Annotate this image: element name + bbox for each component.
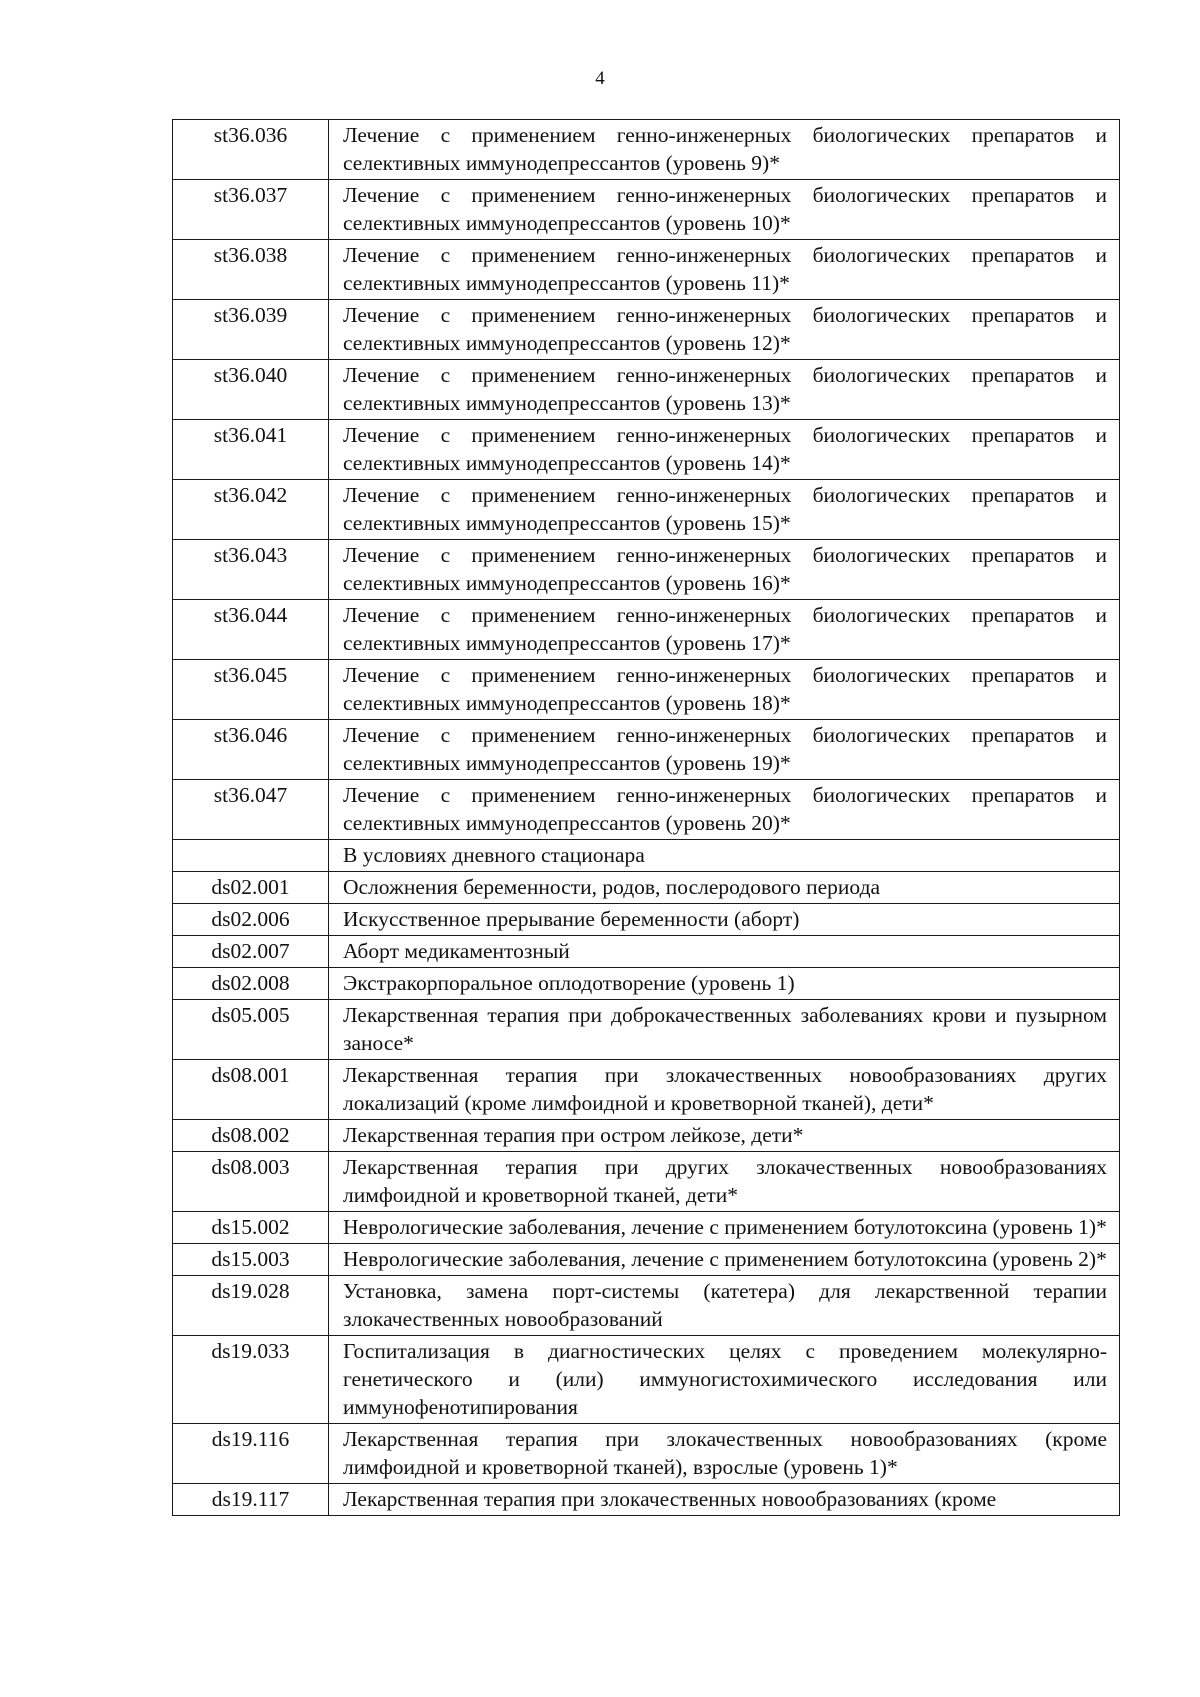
row-code [173, 840, 329, 872]
table-row [173, 1276, 1120, 1336]
row-code: ds19.116 [173, 1424, 329, 1484]
row-description: Неврологические заболевания, лечение с применением ботулотоксина (уровень 1)* [329, 1212, 1120, 1244]
row-code: st36.046 [173, 720, 329, 780]
row-code: ds19.028 [173, 1276, 329, 1336]
table-row [173, 180, 1120, 240]
table-row [173, 1336, 1120, 1424]
table-row [173, 480, 1120, 540]
row-description: Лечение с применением генно-инженерных биологических препаратов и селективных иммунодепрессантов (уровень 10)* [329, 180, 1120, 240]
row-code: ds15.002 [173, 1212, 329, 1244]
row-description: Лечение с применением генно-инженерных биологических препаратов и селективных иммунодепрессантов (уровень 15)* [329, 480, 1120, 540]
row-code: st36.043 [173, 540, 329, 600]
row-description: Осложнения беременности, родов, послеродового периода [329, 872, 1120, 904]
row-description: Лекарственная терапия при злокачественных новообразованиях (кроме лимфоидной и кроветворной тканей), взрослые (уровень 1)* [329, 1424, 1120, 1484]
table-row [173, 1212, 1120, 1244]
row-description: Лекарственная терапия при других злокачественных новообразованиях лимфоидной и кроветворной тканей, дети* [329, 1152, 1120, 1212]
row-description: Лекарственная терапия при остром лейкозе, дети* [329, 1120, 1120, 1152]
row-description: Экстракорпоральное оплодотворение (уровень 1) [329, 968, 1120, 1000]
row-description: Искусственное прерывание беременности (аборт) [329, 904, 1120, 936]
table-row [173, 1060, 1120, 1120]
table-body [173, 120, 1120, 1516]
row-description: Госпитализация в диагностических целях с проведением молекулярно-генетического и (или) иммуногистохимического исследования или иммунофенотипирования [329, 1336, 1120, 1424]
row-code: ds02.008 [173, 968, 329, 1000]
row-description: Лечение с применением генно-инженерных биологических препаратов и селективных иммунодепрессантов (уровень 9)* [329, 120, 1120, 180]
row-code: st36.036 [173, 120, 329, 180]
row-code: st36.041 [173, 420, 329, 480]
row-description: Лечение с применением генно-инженерных биологических препаратов и селективных иммунодепрессантов (уровень 20)* [329, 780, 1120, 840]
row-description: Лечение с применением генно-инженерных биологических препаратов и селективных иммунодепрессантов (уровень 17)* [329, 600, 1120, 660]
row-code: ds08.001 [173, 1060, 329, 1120]
table-row [173, 600, 1120, 660]
table-row [173, 872, 1120, 904]
table-row [173, 660, 1120, 720]
table-row [173, 300, 1120, 360]
page-number: 4 [595, 68, 605, 89]
row-description: В условиях дневного стационара [329, 840, 1120, 872]
row-code: ds19.033 [173, 1336, 329, 1424]
row-code: st36.044 [173, 600, 329, 660]
row-description: Установка, замена порт-системы (катетера) для лекарственной терапии злокачественных новообразований [329, 1276, 1120, 1336]
table-row [173, 720, 1120, 780]
row-code: ds05.005 [173, 1000, 329, 1060]
row-code: st36.038 [173, 240, 329, 300]
table-row [173, 1244, 1120, 1276]
table-row [173, 968, 1120, 1000]
table-row [173, 420, 1120, 480]
table-row [173, 1424, 1120, 1484]
row-description: Лекарственная терапия при доброкачественных заболеваниях крови и пузырном заносе* [329, 1000, 1120, 1060]
row-code: ds08.002 [173, 1120, 329, 1152]
row-description: Лечение с применением генно-инженерных биологических препаратов и селективных иммунодепрессантов (уровень 19)* [329, 720, 1120, 780]
row-code: st36.047 [173, 780, 329, 840]
table-row [173, 1152, 1120, 1212]
row-description: Лечение с применением генно-инженерных биологических препаратов и селективных иммунодепрессантов (уровень 11)* [329, 240, 1120, 300]
table-row [173, 936, 1120, 968]
table-row [173, 1484, 1120, 1516]
row-description: Лечение с применением генно-инженерных биологических препаратов и селективных иммунодепрессантов (уровень 12)* [329, 300, 1120, 360]
row-code: st36.042 [173, 480, 329, 540]
table-row [173, 240, 1120, 300]
row-code: ds19.117 [173, 1484, 329, 1516]
row-description: Лечение с применением генно-инженерных биологических препаратов и селективных иммунодепрессантов (уровень 14)* [329, 420, 1120, 480]
row-code: st36.039 [173, 300, 329, 360]
table-row [173, 1000, 1120, 1060]
table-row [173, 840, 1120, 872]
row-code: ds02.007 [173, 936, 329, 968]
row-code: st36.040 [173, 360, 329, 420]
codes-table [172, 119, 1120, 1516]
row-code: ds08.003 [173, 1152, 329, 1212]
row-code: ds02.001 [173, 872, 329, 904]
row-description: Лечение с применением генно-инженерных биологических препаратов и селективных иммунодепрессантов (уровень 13)* [329, 360, 1120, 420]
table-row [173, 780, 1120, 840]
table-row [173, 120, 1120, 180]
row-description: Лекарственная терапия при злокачественных новообразованиях других локализаций (кроме лимфоидной и кроветворной тканей), дети* [329, 1060, 1120, 1120]
table-row [173, 360, 1120, 420]
table-row [173, 904, 1120, 936]
row-description: Аборт медикаментозный [329, 936, 1120, 968]
row-description: Лекарственная терапия при злокачественных новообразованиях (кроме [329, 1484, 1120, 1516]
row-code: st36.037 [173, 180, 329, 240]
row-code: ds15.003 [173, 1244, 329, 1276]
row-description: Лечение с применением генно-инженерных биологических препаратов и селективных иммунодепрессантов (уровень 16)* [329, 540, 1120, 600]
table-row [173, 540, 1120, 600]
row-description: Лечение с применением генно-инженерных биологических препаратов и селективных иммунодепрессантов (уровень 18)* [329, 660, 1120, 720]
row-code: ds02.006 [173, 904, 329, 936]
row-code: st36.045 [173, 660, 329, 720]
table-row [173, 1120, 1120, 1152]
row-description: Неврологические заболевания, лечение с применением ботулотоксина (уровень 2)* [329, 1244, 1120, 1276]
